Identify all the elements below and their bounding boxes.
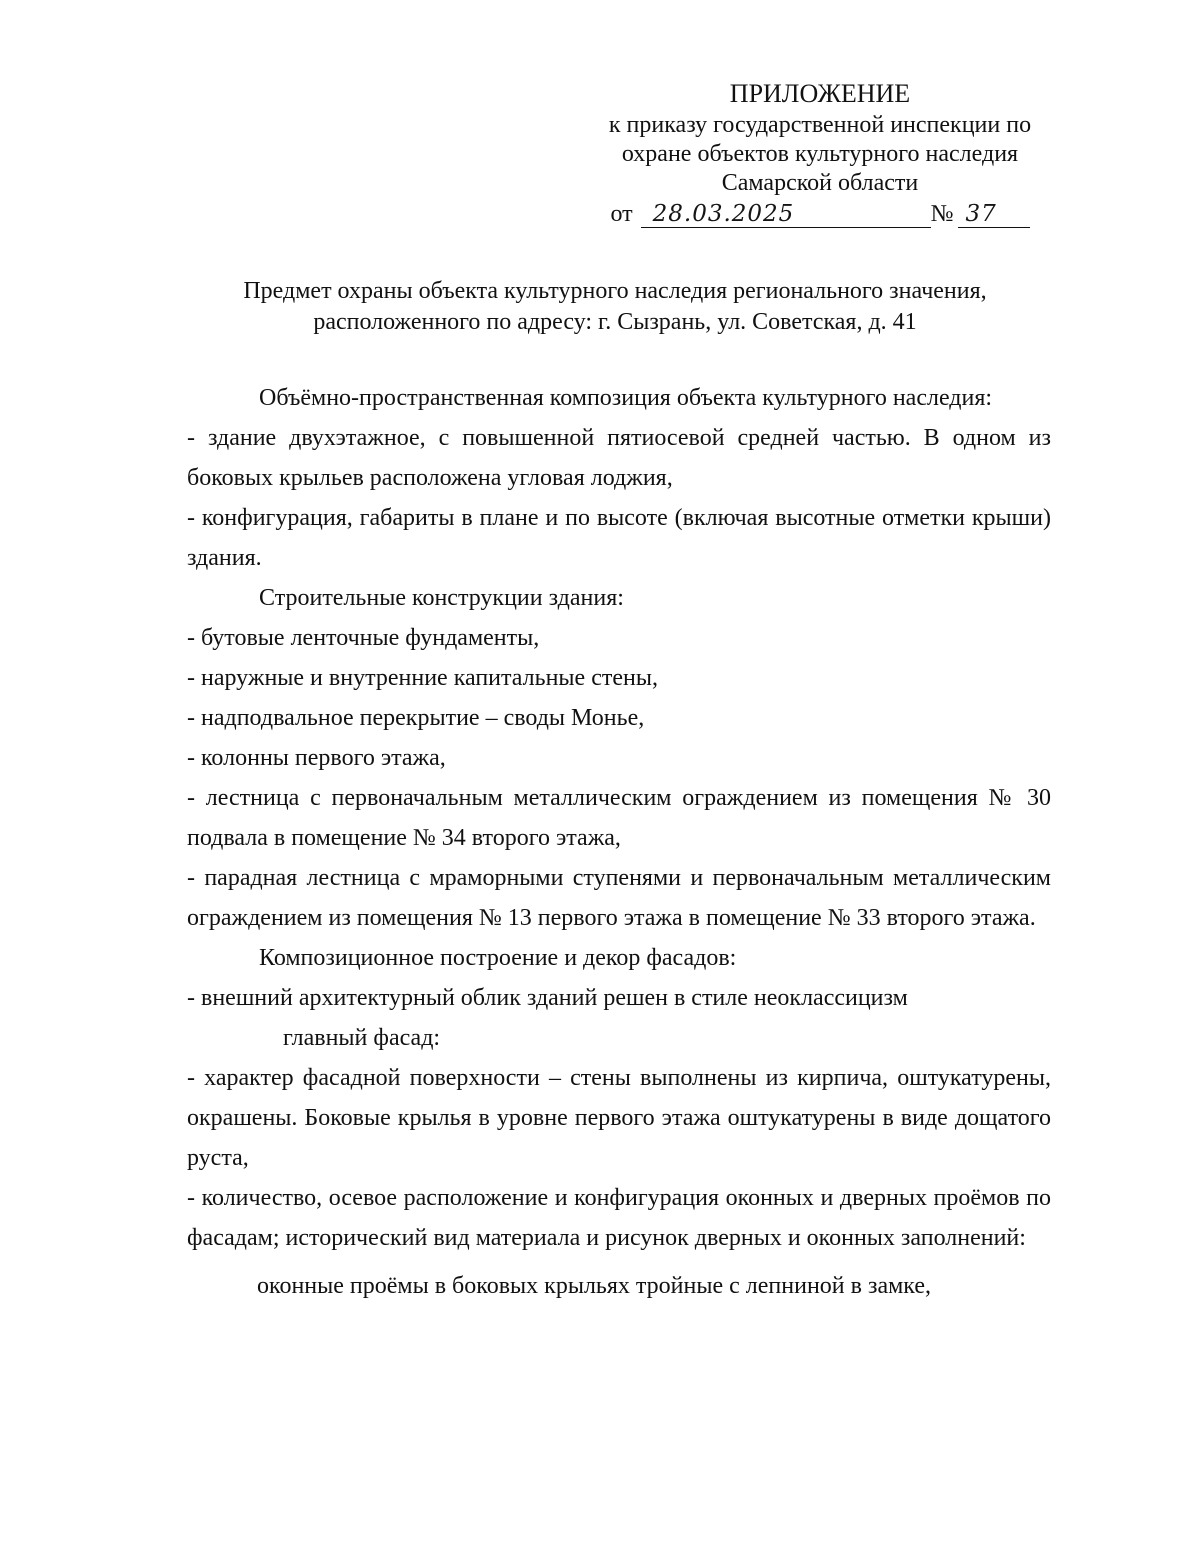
list-item-walls: - наружные и внутренние капитальные стены, [187, 665, 658, 691]
list-item-vaults: - надподвальное перекрытие – своды Монье, [187, 705, 645, 731]
subject-line-1: Предмет охраны объекта культурного наследия регионального значения, [243, 278, 987, 304]
handwritten-date: 28.03.2025 [641, 201, 931, 228]
list-item-configuration: - конфигурация, габариты в плане и по высоте (включая высотные отметки крыши) здания. [187, 505, 1051, 571]
spacer [187, 1258, 1051, 1266]
list-item-openings: - количество, осевое расположение и конфигурация оконных и дверных проёмов по фасадам; исторический вид материала и рисунок дверных и оконных заполнений: [187, 1185, 1051, 1251]
subject-line-2: расположенного по адресу: г. Сызрань, ул. Советская, д. 41 [313, 309, 917, 335]
list-item-main-staircase: - парадная лестница с мраморными ступенями и первоначальным металлическим ограждением из помещения № 13 первого этажа в помещение № 33 второго этажа. [187, 865, 1051, 931]
appendix-line-1: к приказу государственной инспекции по [608, 112, 1032, 138]
list-item-foundations: - бутовые ленточные фундаменты, [187, 625, 540, 651]
list-item-building: - здание двухэтажное, с повышенной пятиосевой средней частью. В одном из боковых крыльев расположена угловая лоджия, [187, 425, 1051, 491]
list-item-surface: - характер фасадной поверхности – стены выполнены из кирпича, оштукатурены, окрашены. Боковые крылья в уровне первого этажа оштукатурены в виде дощатого руста, [187, 1065, 1051, 1171]
text-window-openings: оконные проёмы в боковых крыльях тройные с лепниной в замке, [257, 1273, 932, 1299]
section-heading-volume-composition: Объёмно-пространственная композиция объекта культурного наследия: [259, 385, 993, 411]
subheading-main-facade: главный фасад: [283, 1025, 441, 1051]
order-date-number-line [560, 200, 1080, 229]
list-item-style: - внешний архитектурный облик зданий решен в стиле неоклассицизм [187, 985, 908, 1011]
section-heading-facades: Композиционное построение и декор фасадов: [259, 945, 737, 971]
appendix-line-3: Самарской области [721, 170, 919, 196]
from-label: от [610, 201, 633, 227]
number-label: № [930, 201, 954, 227]
list-item-columns: - колонны первого этажа, [187, 745, 446, 771]
document-body [187, 378, 1051, 1306]
appendix-title: ПРИЛОЖЕНИЕ [729, 79, 911, 108]
appendix-line-2: охране объектов культурного наследия [621, 141, 1019, 167]
section-heading-structures: Строительные конструкции здания: [259, 585, 624, 611]
appendix-header [560, 78, 1080, 229]
handwritten-order-number: 37 [958, 201, 1030, 228]
protection-subject-title [180, 276, 1050, 338]
list-item-staircase: - лестница с первоначальным металлическим ограждением из помещения № 30 подвала в помещение № 34 второго этажа, [187, 785, 1051, 851]
